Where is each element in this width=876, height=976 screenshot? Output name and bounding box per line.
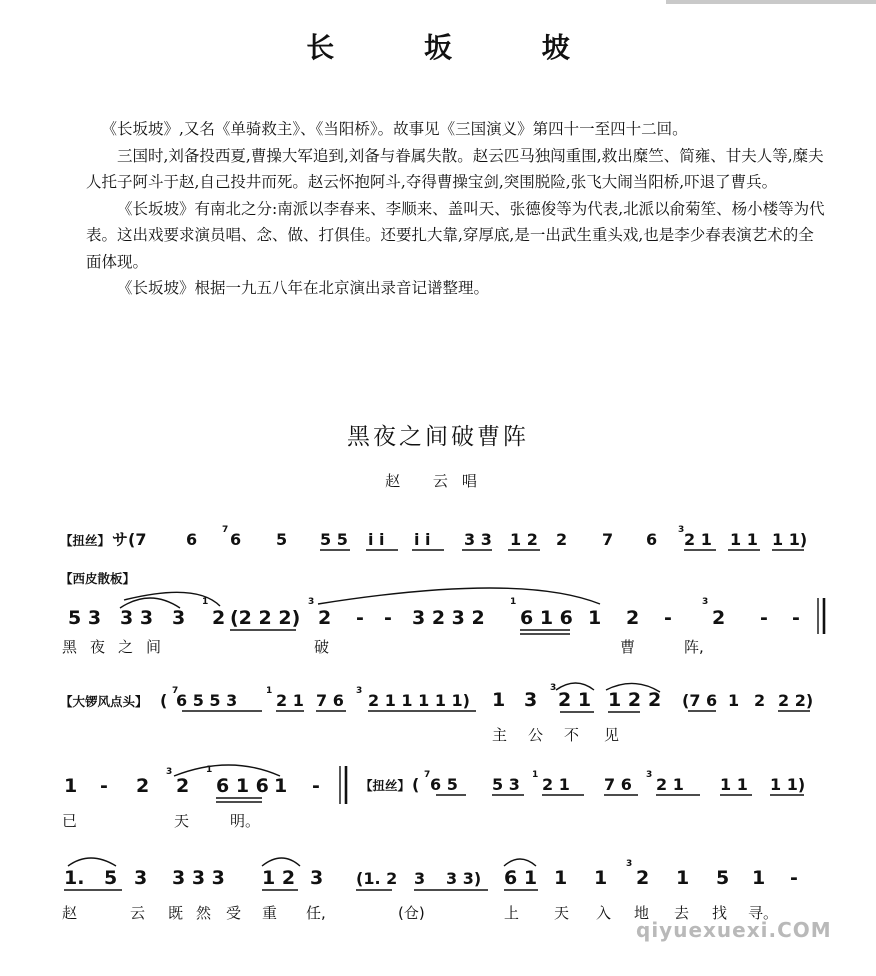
- note: 1: [492, 689, 506, 711]
- lyric-char: 黑: [62, 638, 78, 656]
- note: 1 1): [770, 775, 806, 794]
- grace-note: 3: [678, 525, 685, 535]
- intro-paragraph: 《长坂坡》有南北之分:南派以李春来、李顺来、盖叫天、张德俊等为代表,北派以俞菊笙、杨小楼等为代表。这出戏要求演员唱、念、做、打俱佳。还要扎大靠,穿厚底,是一出武生重头戏,也是李少春表演艺术的全面体现。: [86, 199, 825, 271]
- note: 2 1: [276, 691, 304, 710]
- note: (1. 2: [356, 869, 398, 888]
- score-row-4: [62, 765, 805, 830]
- lyric-char: 公: [528, 726, 544, 744]
- note: -: [664, 607, 672, 629]
- note: 1: [752, 867, 766, 889]
- note: i i: [414, 530, 431, 549]
- grace-note: 1: [206, 765, 213, 775]
- grace-note: 7: [172, 686, 179, 696]
- note: 2 1: [684, 530, 712, 549]
- lyric-char: 阵,: [684, 638, 704, 656]
- score-row-3: [60, 683, 813, 744]
- note: 1: [274, 775, 288, 797]
- note: -: [356, 607, 364, 629]
- note: 5 3: [68, 607, 102, 629]
- note: 5 5: [320, 530, 348, 549]
- section-label: 【西皮散板】: [60, 571, 136, 586]
- site-watermark: qiyuexuexi.COM: [636, 918, 832, 942]
- lyric-char: 重: [262, 904, 278, 922]
- lyric-char: 之: [118, 638, 134, 656]
- grace-note: 3: [166, 767, 173, 777]
- note: 6: [230, 530, 242, 549]
- lyric-char: 主: [492, 726, 508, 744]
- note: 7 6: [316, 691, 344, 710]
- lyric-char: 既: [168, 904, 184, 922]
- grace-note: 3: [308, 597, 315, 607]
- lyric-char: 去: [674, 904, 690, 922]
- intro-paragraph: 《长坂坡》,又名《单骑救主》、《当阳桥》。故事见《三国演义》第四十一至四十二回。: [101, 120, 688, 138]
- note: 6 5 5 3: [176, 691, 238, 710]
- grace-note: 3: [646, 770, 653, 780]
- note: 2: [754, 691, 766, 710]
- grace-note: 1: [532, 770, 539, 780]
- singer-line: 赵 云唱: [385, 472, 491, 490]
- note: 6 1: [504, 867, 538, 889]
- note: (2 2 2): [230, 607, 301, 629]
- lyric-char: 任,: [306, 904, 326, 922]
- note: (7 6: [682, 691, 718, 710]
- grace-note: 1: [202, 597, 209, 607]
- note: -: [792, 607, 800, 629]
- note: 3 3 3: [172, 867, 225, 889]
- note: 1 2: [510, 530, 538, 549]
- lyric-char: 上: [504, 904, 520, 922]
- score-row-2: [60, 571, 824, 656]
- lyric-char: 天: [554, 904, 570, 922]
- note: サ(7: [112, 530, 147, 549]
- lyric-char: 不: [564, 726, 580, 744]
- note: 3: [524, 689, 538, 711]
- note: 7 6: [604, 775, 632, 794]
- lyric-char: 寻。: [748, 904, 779, 922]
- grace-note: 7: [222, 525, 229, 535]
- note: 3 2 3 2: [412, 607, 485, 629]
- lyric-char: 间: [146, 638, 162, 656]
- note: 1 1): [772, 530, 808, 549]
- note: 1: [554, 867, 568, 889]
- note: 1: [728, 691, 740, 710]
- lyric-char: 见: [604, 726, 620, 744]
- note: (: [160, 691, 168, 710]
- intro-paragraph: 三国时,刘备投西夏,曹操大军追到,刘备与眷属失散。赵云匹马独闯重围,救出糜竺、简雍、甘夫人等,糜夫人托子阿斗于赵,自己投井而死。赵云怀抱阿斗,夺得曹操宝剑,突围脱险,张飞大闹当阳桥,吓退了曹兵。: [86, 146, 824, 191]
- lyric-char: 已: [62, 812, 78, 830]
- note: -: [760, 607, 768, 629]
- note: 6 5: [430, 775, 458, 794]
- note: 1: [594, 867, 608, 889]
- note: 3: [310, 867, 324, 889]
- note: 6: [186, 530, 198, 549]
- note: 6 1 6: [520, 607, 573, 629]
- lyric-char: 云: [130, 904, 146, 922]
- note: 7: [602, 530, 614, 549]
- lyric-char: 明。: [230, 812, 261, 830]
- lyric-char: 赵: [62, 904, 78, 922]
- grace-note: 1: [266, 686, 273, 696]
- lyric-char: 天: [174, 812, 190, 830]
- lyric-char: 然: [196, 904, 212, 922]
- note: 1: [676, 867, 690, 889]
- grace-note: 3: [356, 686, 363, 696]
- note: 1 1: [720, 775, 748, 794]
- lyric-char: 破: [314, 638, 330, 656]
- note: 2: [556, 530, 568, 549]
- score-row-1: [60, 525, 807, 550]
- note: 5 3: [492, 775, 520, 794]
- note: 2: [176, 775, 190, 797]
- note: 2: [712, 607, 726, 629]
- note: 1.: [64, 867, 85, 889]
- note: 3 3): [446, 869, 482, 888]
- note: i i: [368, 530, 385, 549]
- grace-note: 3: [626, 859, 633, 869]
- note: 1 1: [730, 530, 758, 549]
- note: 2 1 1 1 1 1): [368, 691, 470, 710]
- page-title: 长 坂 坡: [306, 31, 610, 64]
- note: 2 1: [542, 775, 570, 794]
- lyric-char: 受: [226, 904, 242, 922]
- grace-note: 3: [702, 597, 709, 607]
- note: 2 1: [656, 775, 684, 794]
- note: 6: [646, 530, 658, 549]
- note: 5: [716, 867, 730, 889]
- note: 2: [212, 607, 226, 629]
- note: 3: [414, 869, 426, 888]
- note: -: [100, 775, 108, 797]
- note: 1: [64, 775, 78, 797]
- score-row-5: [62, 858, 798, 922]
- intro-paragraph: 《长坂坡》根据一九五八年在北京演出录音记谱整理。: [117, 279, 490, 297]
- note: 2: [636, 867, 650, 889]
- lyric-char: 找: [712, 904, 728, 922]
- grace-note: 1: [510, 597, 517, 607]
- note: -: [384, 607, 392, 629]
- note: 5: [104, 867, 118, 889]
- note: 2 1: [558, 689, 592, 711]
- grace-note: 3: [550, 683, 557, 693]
- note: 2: [136, 775, 150, 797]
- lyric-char: 入: [596, 904, 612, 922]
- section-label: 【大锣风点头】: [60, 694, 148, 709]
- section-label: 【扭丝】: [60, 533, 111, 548]
- note: (: [412, 775, 420, 794]
- note: 1 2: [608, 689, 642, 711]
- note: 3: [134, 867, 148, 889]
- note: 5: [276, 530, 288, 549]
- note: -: [790, 867, 798, 889]
- lyric-char: 夜: [90, 638, 106, 656]
- lyric-char: 地: [634, 904, 650, 922]
- note: 2: [626, 607, 640, 629]
- note: 1 2: [262, 867, 296, 889]
- section-label: 【扭丝】: [360, 778, 411, 793]
- note: 3 3: [464, 530, 492, 549]
- lyric-char: 曹: [620, 638, 636, 656]
- lyric-char: (仓): [398, 904, 425, 922]
- grace-note: 7: [424, 770, 431, 780]
- note: 2: [648, 689, 662, 711]
- note: 3: [172, 607, 186, 629]
- note: 2 2): [778, 691, 814, 710]
- note: -: [312, 775, 320, 797]
- note: 3 3: [120, 607, 154, 629]
- note: 1: [588, 607, 602, 629]
- song-title: 黑夜之间破曹阵: [347, 424, 529, 450]
- note: 6 1 6: [216, 775, 269, 797]
- note: 2: [318, 607, 332, 629]
